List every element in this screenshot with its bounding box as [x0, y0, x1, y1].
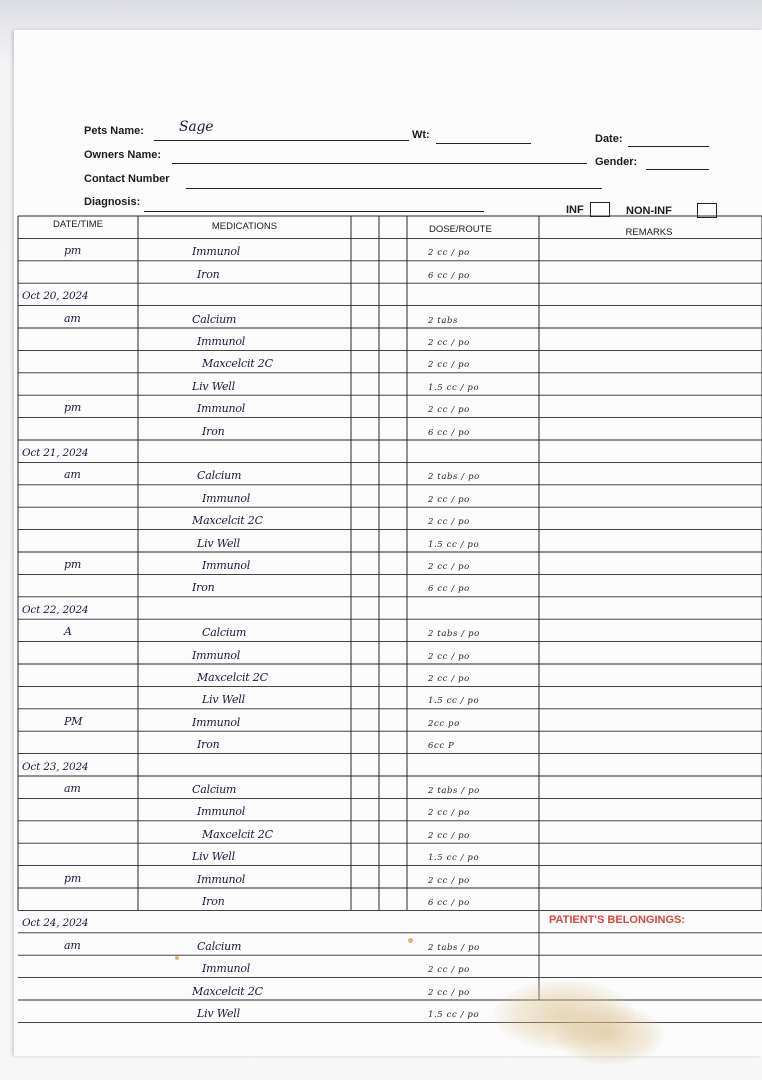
- entry-dose-route: 2 tabs / po: [428, 472, 480, 483]
- date-label: Date:: [595, 133, 623, 145]
- entry-time: pm: [64, 244, 82, 258]
- entry-dose-route: 6 cc / po: [428, 270, 470, 281]
- entry-date: Oct 20, 2024: [22, 290, 89, 303]
- entry-dose-route: 2 cc / po: [428, 875, 470, 886]
- entry-time: pm: [64, 871, 82, 885]
- treatment-sheet: [14, 30, 762, 1056]
- entry-dose-route: 2cc po: [428, 718, 460, 729]
- entry-dose-route: 6 cc / po: [428, 427, 470, 438]
- entry-medication: Iron: [202, 424, 225, 438]
- entry-medication: Calcium: [197, 939, 242, 953]
- entry-dose-route: 2 tabs / po: [428, 629, 480, 640]
- entry-time: am: [64, 311, 81, 325]
- entry-medication: Maxcelcit 2C: [202, 357, 273, 371]
- contact-label: Contact Number: [84, 173, 170, 185]
- wt-label: Wt:: [412, 129, 430, 141]
- entry-dose-route: 2 cc / po: [428, 360, 470, 371]
- entry-dose-route: 2 cc / po: [428, 965, 470, 976]
- patients-belongings-label: PATIENT'S BELONGINGS:: [549, 914, 686, 926]
- entry-time: pm: [64, 401, 82, 415]
- entry-medication: Maxcelcit 2C: [192, 514, 263, 528]
- entry-medication: Calcium: [197, 469, 242, 483]
- entry-date: Oct 21, 2024: [22, 447, 89, 459]
- entry-medication: Calcium: [192, 783, 237, 796]
- entry-dose-route: 2 cc / po: [428, 405, 470, 416]
- entry-time: am: [64, 468, 81, 482]
- entry-medication: Maxcelcit 2C: [192, 984, 263, 998]
- noninf-label: NON-INF: [626, 205, 672, 217]
- entry-dose-route: 6cc P: [428, 741, 455, 752]
- entry-date: Oct 23, 2024: [22, 760, 89, 773]
- entry-medication: Liv Well: [192, 379, 235, 393]
- entry-medication: Immunol: [197, 402, 246, 416]
- entry-medication: Immunol: [192, 715, 241, 729]
- entry-medication: Immunol: [197, 872, 246, 886]
- gender-label: Gender:: [595, 156, 638, 168]
- entry-time: PM: [64, 714, 83, 728]
- entry-time: pm: [64, 558, 82, 571]
- entry-dose-route: 2 cc / po: [428, 674, 470, 684]
- entry-dose-route: 2 cc / po: [428, 987, 470, 998]
- entry-date: Oct 22, 2024: [22, 603, 89, 616]
- entry-medication: Immunol: [197, 335, 246, 348]
- pets-name-value: Sage: [179, 119, 214, 135]
- entry-medication: Immunol: [192, 648, 241, 662]
- entry-dose-route: 1.5 cc / po: [428, 382, 480, 393]
- entry-dose-route: 2 cc / po: [428, 651, 470, 662]
- diagnosis-label: Diagnosis:: [84, 196, 141, 208]
- header-remarks: REMARKS: [625, 227, 673, 238]
- entry-medication: Iron: [197, 738, 220, 752]
- entry-medication: Iron: [192, 581, 215, 595]
- entry-dose-route: 2 cc / po: [428, 830, 470, 841]
- inf-label: INF: [566, 204, 584, 216]
- entry-medication: Liv Well: [192, 850, 235, 864]
- entry-medication: Liv Well: [197, 536, 240, 550]
- entry-medication: Calcium: [202, 626, 247, 640]
- pets-name-label: Pets Name:: [84, 125, 144, 137]
- header-medications: MEDICATIONS: [211, 221, 278, 232]
- entry-medication: Iron: [202, 895, 225, 908]
- entry-medication: Immunol: [202, 491, 251, 505]
- entry-dose-route: 1.5 cc / po: [428, 1010, 480, 1020]
- entry-medication: Iron: [197, 267, 220, 281]
- entry-medication: Immunol: [192, 245, 241, 259]
- entry-dose-route: 1.5 cc / po: [428, 853, 480, 864]
- stain-dot: [408, 938, 413, 943]
- entry-dose-route: 2 tabs / po: [428, 942, 480, 953]
- entry-date: Oct 24, 2024: [22, 917, 89, 930]
- entry-dose-route: 2 cc / po: [428, 562, 470, 572]
- entry-dose-route: 6 cc / po: [428, 898, 470, 908]
- entry-dose-route: 2 cc / po: [428, 338, 470, 348]
- entry-dose-route: 1.5 cc / po: [428, 539, 480, 550]
- entry-time: am: [64, 782, 81, 795]
- header-datetime: DATE/TIME: [53, 219, 103, 230]
- entry-medication: Immunol: [197, 805, 246, 819]
- entry-dose-route: 2 cc / po: [428, 517, 470, 528]
- owners-name-label: Owners Name:: [84, 149, 162, 161]
- entry-time: A: [64, 625, 72, 639]
- stain-dot: [175, 956, 179, 960]
- entry-medication: Liv Well: [197, 1007, 240, 1020]
- entry-time: am: [64, 938, 81, 952]
- entry-dose-route: 1.5 cc / po: [428, 696, 480, 707]
- entry-dose-route: 2 cc / po: [428, 808, 470, 819]
- entry-dose-route: 2 cc / po: [428, 248, 470, 259]
- stain: [554, 1005, 664, 1065]
- entry-dose-route: 6 cc / po: [428, 584, 470, 595]
- header-dose-route: DOSE/ROUTE: [429, 224, 492, 235]
- entry-dose-route: 2 tabs / po: [428, 786, 480, 796]
- medication-table-grid: [14, 30, 762, 1056]
- entry-medication: Immunol: [202, 962, 251, 976]
- entry-medication: Maxcelcit 2C: [197, 671, 268, 684]
- entry-dose-route: 2 tabs: [428, 315, 458, 326]
- entry-medication: Immunol: [202, 559, 251, 572]
- entry-medication: Maxcelcit 2C: [202, 827, 273, 841]
- entry-medication: Calcium: [192, 312, 237, 326]
- entry-medication: Liv Well: [202, 693, 245, 707]
- entry-dose-route: 2 cc / po: [428, 494, 470, 505]
